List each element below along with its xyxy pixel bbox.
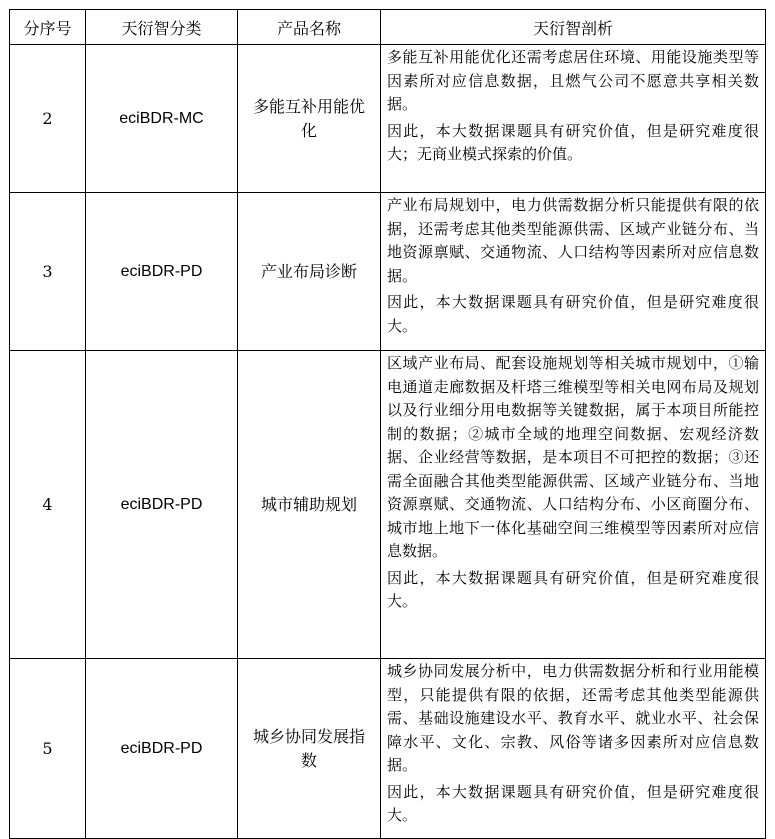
- row-analysis-cell: [381, 351, 766, 659]
- table-row: [10, 193, 766, 351]
- row-analysis: 多能互补用能优化还需考虑居住环境、用能设施类型等因素所对应信息数据，且燃气公司不愿意共享相关数据。: [387, 48, 759, 113]
- table-row: [10, 659, 766, 839]
- row-conclusion: 因此，本大数据课题具有研究价值，但是研究难度很大。: [387, 568, 759, 610]
- row-conclusion: 因此，本大数据课题具有研究价值，但是研究难度很大。: [387, 293, 759, 335]
- row-category: eciBDR-PD: [86, 351, 238, 659]
- row-conclusion: 因此，本大数据课题具有研究价值，但是研究难度很大。: [387, 782, 759, 824]
- header-num: 分序号: [10, 10, 86, 45]
- row-num: 3: [10, 193, 86, 351]
- row-analysis-cell: [381, 45, 766, 193]
- row-num: 4: [10, 351, 86, 659]
- header-analysis: 天衍智剖析: [381, 10, 766, 45]
- row-product: 多能互补用能优化: [238, 45, 381, 193]
- table-header-row: [10, 10, 766, 45]
- row-product: 城市辅助规划: [238, 351, 381, 659]
- row-num: 5: [10, 659, 86, 839]
- row-conclusion: 因此，本大数据课题具有研究价值，但是研究难度很大；无商业模式探索的价值。: [387, 121, 759, 163]
- row-category: eciBDR-PD: [86, 659, 238, 839]
- row-category: eciBDR-MC: [86, 45, 238, 193]
- row-num: 2: [10, 45, 86, 193]
- row-category: eciBDR-PD: [86, 193, 238, 351]
- row-analysis: 城乡协同发展分析中，电力供需数据分析和行业用能模型，只能提供有限的依据，还需考虑其他类型能源供需、基础设施建设水平、教育水平、就业水平、社会保障水平、文化、宗教、风俗等诸多因素所对应信息数据。: [387, 662, 759, 774]
- table-row: [10, 45, 766, 193]
- header-product: 产品名称: [238, 10, 381, 45]
- table-row: [10, 351, 766, 659]
- row-analysis: 产业布局规划中，电力供需数据分析只能提供有限的依据，还需考虑其他类型能源供需、区域产业链分布、当地资源禀赋、交通物流、人口结构等因素所对应信息数据。: [387, 196, 759, 285]
- row-product: 产业布局诊断: [238, 193, 381, 351]
- row-analysis-cell: [381, 193, 766, 351]
- header-category: 天衍智分类: [86, 10, 238, 45]
- row-product: 城乡协同发展指数: [238, 659, 381, 839]
- row-analysis: 区域产业布局、配套设施规划等相关城市规划中，①输电通道走廊数据及杆塔三维模型等相关电网布局及规划以及行业细分用电数据等关键数据，属于本项目所能控制的数据；②城市全域的地理空间数据、宏观经济数据、企业经营等数据，是本项目不可把控的数据；③还需全面融合其他类型能源供需、区域产业链分布、当地资源禀赋、交通物流、人口结构分布、小区商圈分布、城市地上地下一体化基础空间三维模型等因素所对应信息数据。: [387, 354, 759, 560]
- row-analysis-cell: [381, 659, 766, 839]
- analysis-table: [9, 9, 766, 839]
